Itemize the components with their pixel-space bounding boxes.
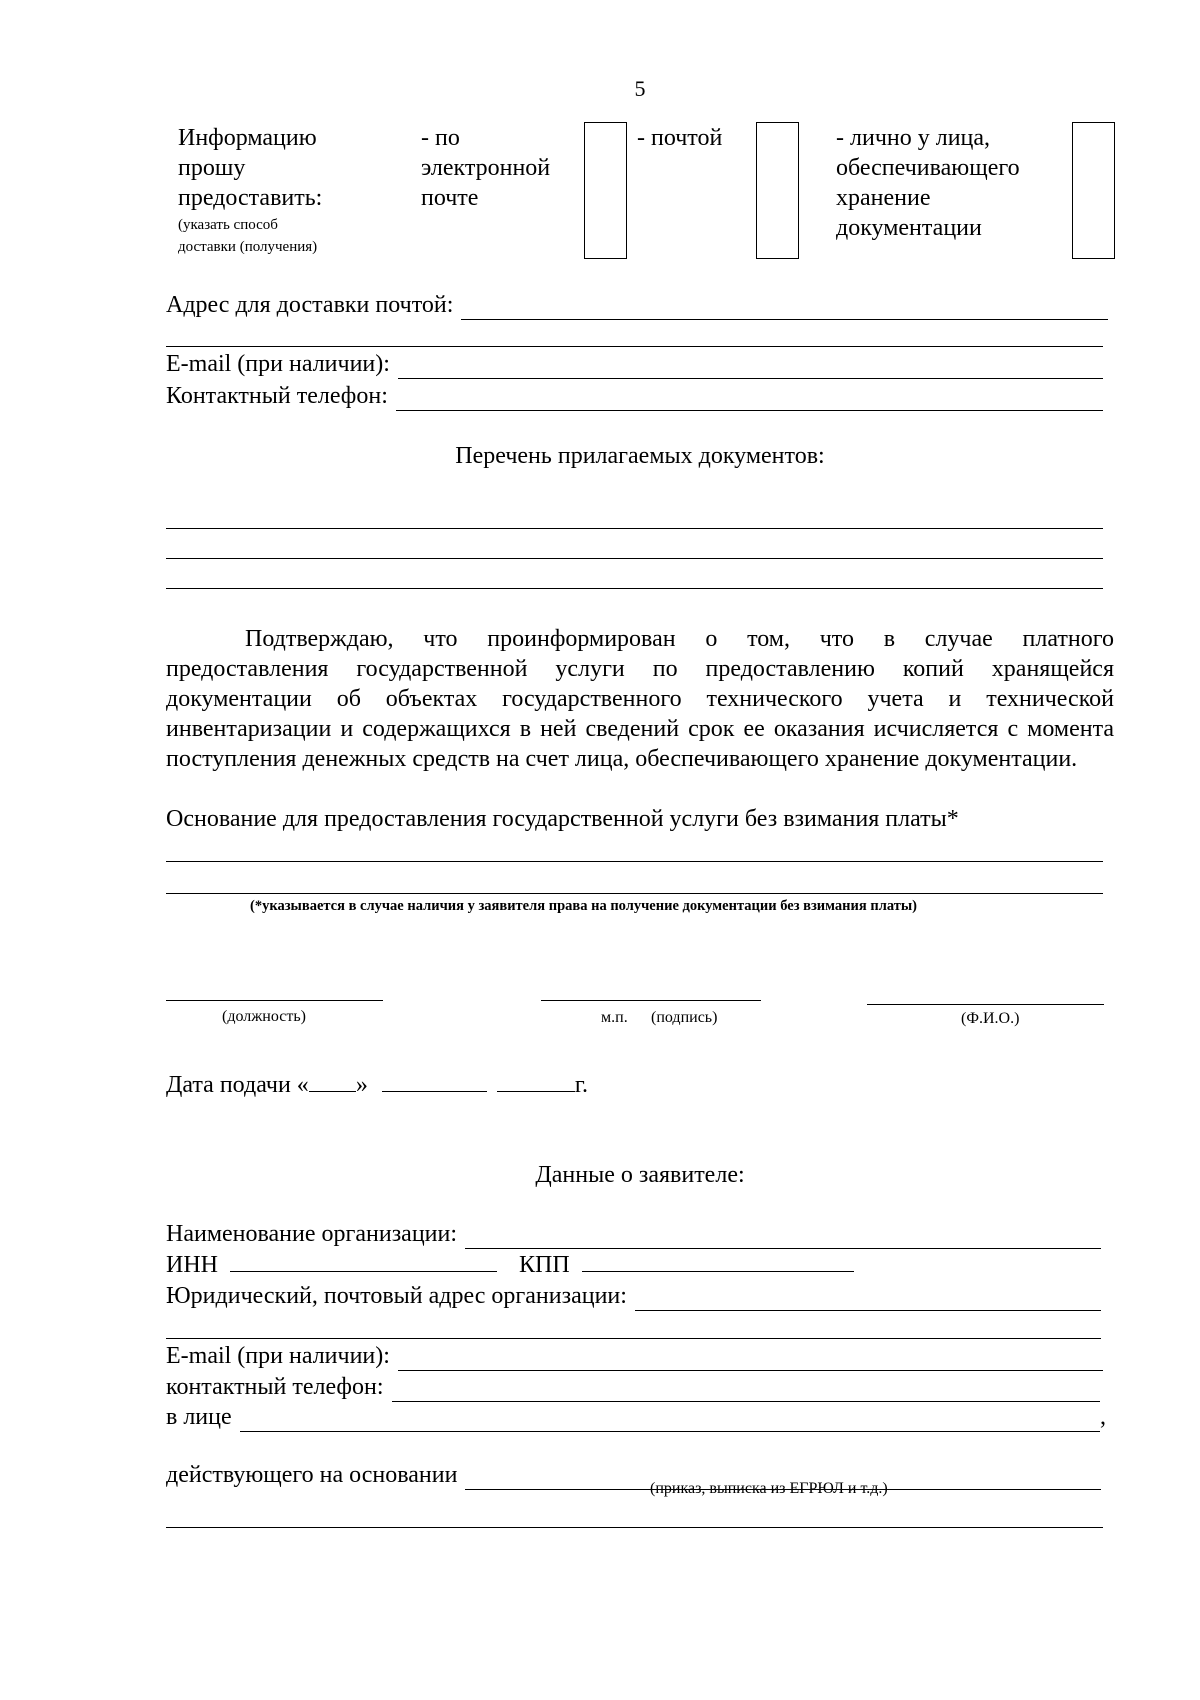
org-name-row [166, 1219, 1101, 1249]
phone-field[interactable] [396, 388, 1103, 411]
free-basis-line[interactable] [166, 861, 1103, 862]
attachments-line[interactable] [166, 588, 1103, 589]
phone-label: Контактный телефон: [166, 383, 388, 409]
acting-basis-field-line2[interactable] [166, 1527, 1103, 1528]
legal-address-row [166, 1281, 1101, 1311]
email-field[interactable] [398, 356, 1103, 379]
delivery-label-line: Информацию [178, 125, 317, 151]
option-personal-line: - лично у лица, [836, 125, 991, 151]
acting-basis-label: действующего на основании [166, 1462, 458, 1488]
delivery-label [178, 123, 322, 213]
name-line[interactable] [867, 1004, 1104, 1005]
delivery-label-line: предоставить: [178, 185, 323, 211]
postal-address-row [166, 290, 1108, 320]
name-caption: (Ф.И.О.) [961, 1010, 1020, 1027]
position-caption: (должность) [222, 1008, 306, 1025]
applicant-email-label: E-mail (при наличии): [166, 1343, 390, 1369]
delivery-hint [178, 214, 317, 258]
org-name-label: Наименование организации: [166, 1221, 458, 1247]
option-personal-label [836, 123, 1020, 243]
legal-address-field[interactable] [635, 1288, 1101, 1311]
option-email-line: электронной [421, 155, 551, 181]
free-basis-line[interactable] [166, 893, 1103, 894]
inn-field[interactable] [230, 1251, 497, 1272]
stamp-caption: м.п. [601, 1009, 628, 1026]
date-prefix: Дата подачи « [166, 1072, 309, 1098]
option-email-label [421, 123, 550, 213]
phone-row [166, 381, 1103, 411]
option-personal-line: обеспечивающего [836, 155, 1020, 181]
kpp-field[interactable] [582, 1251, 854, 1272]
delivery-hint-line: доставки (получения) [178, 239, 318, 255]
date-month-field[interactable] [382, 1071, 487, 1092]
attachments-line[interactable] [166, 528, 1103, 529]
option-email-line: почте [421, 185, 479, 211]
attachments-line[interactable] [166, 558, 1103, 559]
option-post-label: - почтой [637, 125, 723, 151]
postal-address-label: Адрес для доставки почтой: [166, 292, 454, 318]
date-year-field[interactable] [497, 1071, 575, 1092]
applicant-email-row [166, 1341, 1103, 1371]
applicant-phone-label: контактный телефон: [166, 1374, 384, 1400]
postal-address-field-line2[interactable] [166, 346, 1103, 347]
represented-by-comma: , [1100, 1404, 1106, 1430]
confirmation-first-line: Подтверждаю, что проинформирован о том, что в случае платного [245, 626, 1114, 652]
represented-by-label: в лице [166, 1404, 232, 1430]
email-label: E-mail (при наличии): [166, 351, 390, 377]
confirmation-rest: предоставления государственной услуги по предоставлению копий хранящейся документации об объектах государственного технического учета и технической инвентаризации и содержащихся в ней сведений срок ее оказания исчисляется с момента поступления денежных средств на счет лица, обеспечивающего хранение документации. [166, 656, 1114, 772]
option-email-checkbox[interactable] [584, 122, 627, 259]
page-number: 5 [634, 76, 646, 101]
postal-address-field[interactable] [461, 297, 1108, 320]
email-row [166, 349, 1103, 379]
applicant-phone-row [166, 1372, 1100, 1402]
inn-label: ИНН [166, 1252, 218, 1278]
signature-line[interactable] [541, 1000, 761, 1001]
date-suffix: г. [574, 1072, 588, 1098]
legal-address-label: Юридический, почтовый адрес организации: [166, 1283, 627, 1309]
applicant-phone-field[interactable] [392, 1379, 1101, 1402]
legal-address-field-line2[interactable] [166, 1338, 1101, 1339]
signature-caption: (подпись) [651, 1009, 718, 1026]
applicant-title: Данные о заявителе: [535, 1162, 745, 1188]
option-post-checkbox[interactable] [756, 122, 799, 259]
org-name-field[interactable] [465, 1226, 1101, 1249]
date-day-field[interactable] [309, 1071, 356, 1092]
confirmation-paragraph [166, 624, 1114, 774]
date-mid: » [355, 1072, 368, 1098]
option-personal-checkbox[interactable] [1072, 122, 1115, 259]
applicant-email-field[interactable] [398, 1348, 1103, 1371]
acting-basis-hint: (приказ, выписка из ЕГРЮЛ и т.д.) [650, 1480, 888, 1497]
option-personal-line: документации [836, 215, 982, 241]
acting-basis-row [166, 1460, 1101, 1490]
attachments-title: Перечень прилагаемых документов: [455, 443, 825, 469]
inn-kpp-row [166, 1250, 854, 1280]
date-line [166, 1070, 588, 1100]
option-personal-line: хранение [836, 185, 931, 211]
option-email-line: - по [421, 125, 460, 151]
delivery-label-line: прошу [178, 155, 246, 181]
represented-by-row [166, 1402, 1106, 1432]
represented-by-field[interactable] [240, 1409, 1100, 1432]
kpp-label: КПП [519, 1252, 570, 1278]
delivery-hint-line: (указать способ [178, 217, 278, 233]
free-basis-note: (*указывается в случае наличия у заявителя права на получение документации без взимания платы) [250, 898, 917, 914]
position-line[interactable] [166, 1000, 383, 1001]
free-basis-label: Основание для предоставления государственной услуги без взимания платы* [166, 806, 959, 832]
